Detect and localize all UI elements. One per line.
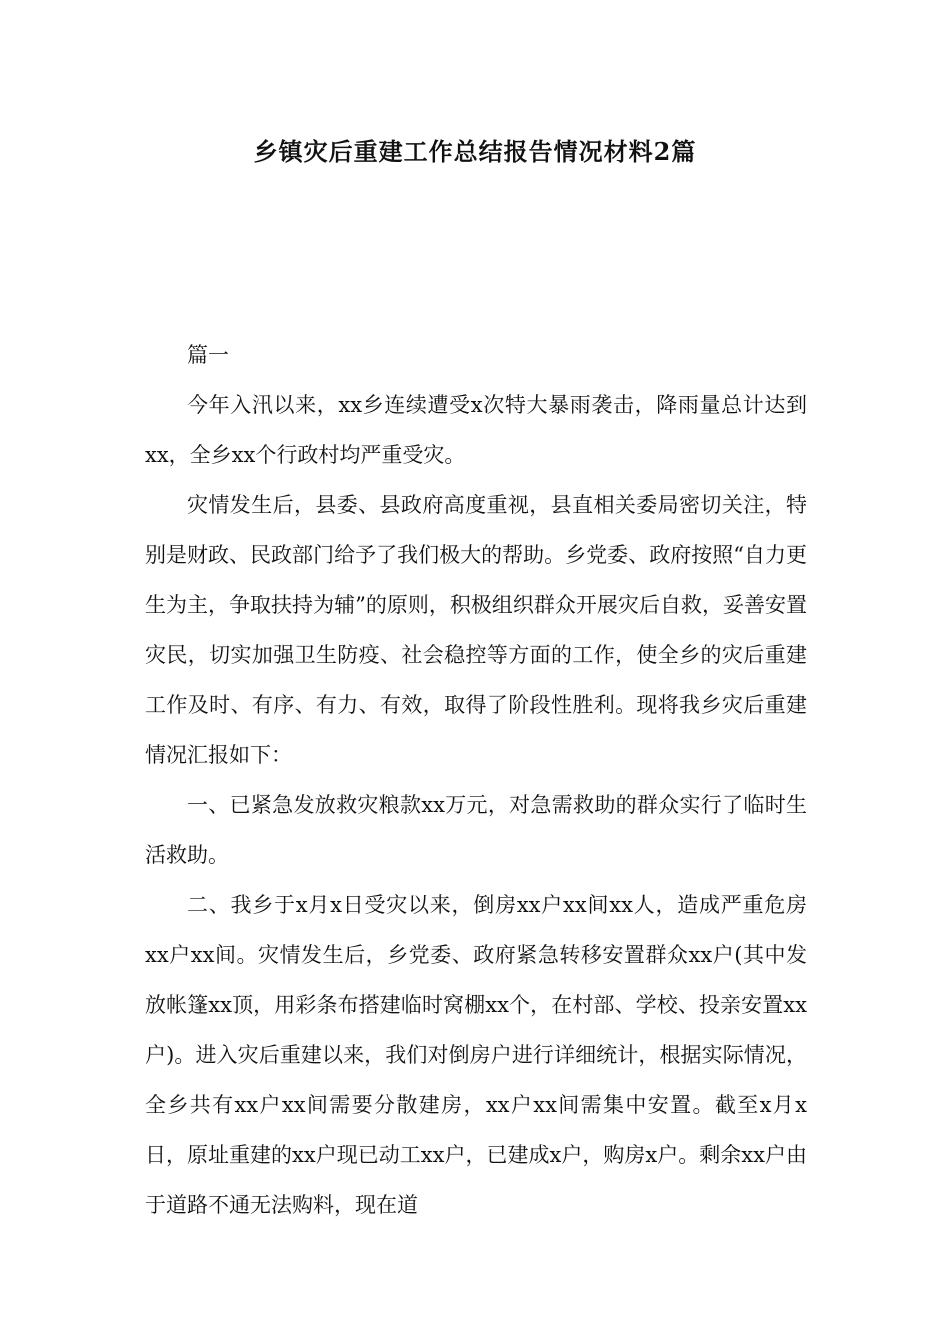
paragraph: 一、已紧急发放救灾粮款xx万元，对急需救助的群众实行了临时生活救助。 bbox=[145, 793, 807, 867]
section-heading: 篇一 bbox=[187, 343, 229, 367]
paragraph: 今年入汛以来，xx乡连续遭受x次特大暴雨袭击，降雨量总计达到xx，全乡xx个行政村均严重受灾。 bbox=[145, 393, 807, 467]
paragraph: 二、我乡于x月x日受灾以来，倒房xx户xx间xx人，造成严重危房xx户xx间。灾情发生后，乡党委、政府紧急转移安置群众xx户(其中发放帐篷xx顶，用彩条布搭建临时窝棚xx个，在村部、学校、投亲安置xx户)。进入灾后重建以来，我们对倒房户进行详细统计，根据实际情况，全乡共有xx户xx间需要分散建房，xx户xx间需集中安置。截至x月x日，原址重建的xx户现已动工xx户，已建成x户，购房x户。剩余xx户由于道路不通无法购料，现在道 bbox=[145, 893, 807, 1217]
paragraph: 灾情发生后，县委、县政府高度重视，县直相关委局密切关注，特别是财政、民政部门给予了我们极大的帮助。乡党委、政府按照“自力更生为主，争取扶持为辅”的原则，积极组织群众开展灾后自救，妥善安置灾民，切实加强卫生防疫、社会稳控等方面的工作，使全乡的灾后重建工作及时、有序、有力、有效，取得了阶段性胜利。现将我乡灾后重建情况汇报如下： bbox=[145, 493, 807, 767]
document-title: 乡镇灾后重建工作总结报告情况材料2篇 bbox=[253, 137, 697, 166]
document-body bbox=[145, 330, 807, 1230]
